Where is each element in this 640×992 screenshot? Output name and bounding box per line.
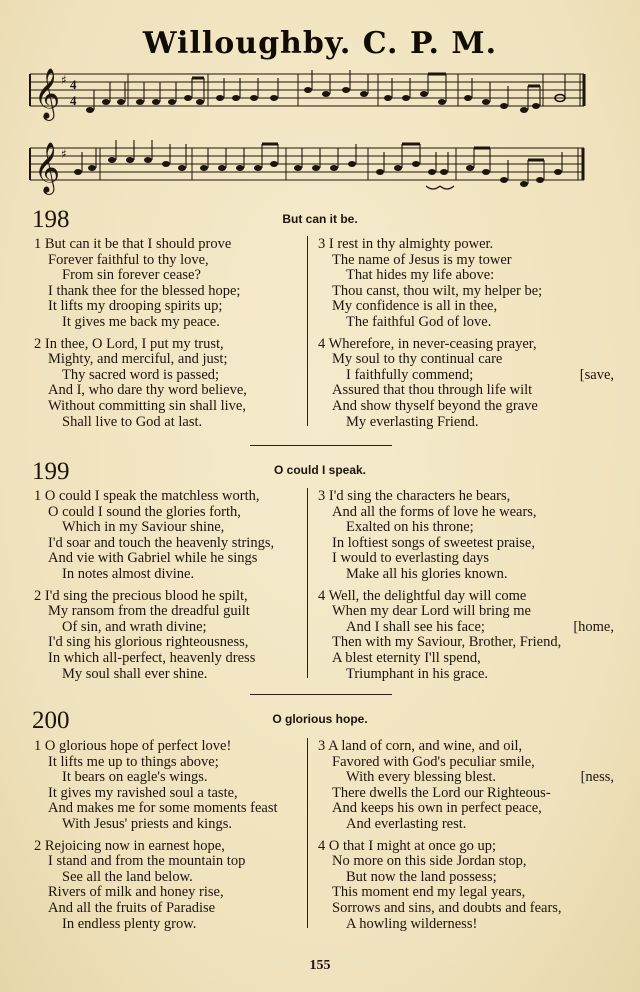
verse-line: Make all his glories known.: [346, 565, 508, 582]
hymn-separator: [250, 694, 392, 695]
verse-line: Assured that thou through life wilt: [332, 382, 533, 399]
stanza: [318, 589, 614, 683]
verse-line: There dwells the Lord our Righteous-: [332, 784, 551, 801]
verse-line: I would to everlasting days: [332, 550, 490, 567]
column-divider: [307, 236, 308, 426]
verse-line: Rivers of milk and honey rise,: [48, 884, 224, 901]
verse-line: I thank thee for the blessed hope;: [48, 282, 241, 299]
verse-line: With every blessing blest. [ness,: [346, 769, 614, 786]
verse-line: My ransom from the dreadful guilt: [48, 603, 250, 620]
verse-line: And makes me for some moments feast: [48, 800, 278, 817]
verse-line: No more on this side Jordan stop,: [332, 853, 527, 870]
hymn-right-column: [318, 489, 614, 688]
verse-line: 2 Rejoicing now in earnest hope,: [34, 837, 225, 854]
hymn-left-column: [34, 237, 247, 436]
hymn-heading: O could I speak.: [273, 463, 367, 477]
verse-line: From sin forever cease?: [62, 267, 201, 284]
music-staff-1: [28, 62, 588, 126]
page-number: 155: [309, 958, 331, 973]
stanza: [34, 589, 274, 683]
verse-line: And show thyself beyond the grave: [332, 397, 538, 414]
svg-text:𝄞: 𝄞: [34, 68, 61, 119]
verse-line: And keeps his own in perfect peace,: [332, 800, 542, 817]
verse-line: And I, who dare thy word believe,: [48, 382, 247, 399]
verse-line: When my dear Lord will bring me: [332, 603, 531, 620]
verse-line: 2 I'd sing the precious blood he spilt,: [34, 587, 248, 604]
verse-line: It bears on eagle's wings.: [62, 769, 208, 786]
verse-line: See all the land below.: [62, 868, 193, 885]
verse-line: The name of Jesus is my tower: [332, 251, 512, 268]
verse-line: Then with my Saviour, Brother, Friend,: [332, 634, 562, 651]
stanza: [318, 739, 614, 833]
verse-line: It lifts my drooping spirits up;: [48, 298, 223, 315]
verse-line: Triumphant in his grace.: [346, 665, 489, 682]
stanza: [34, 489, 274, 583]
verse-line: I'd soar and touch the heavenly strings,: [48, 534, 275, 551]
svg-text:♯: ♯: [61, 147, 67, 161]
verse-line: I stand and from the mountain top: [48, 853, 246, 870]
verse-line: Which in my Saviour shine,: [62, 519, 225, 536]
verse-line: In endless plenty grow.: [62, 915, 197, 932]
svg-text:4: 4: [70, 93, 77, 108]
verse-line: 3 A land of corn, and wine, and oil,: [318, 738, 523, 754]
hymn-separator: [250, 445, 392, 446]
verse-line: My everlasting Friend.: [346, 413, 479, 430]
verse-line: With Jesus' priests and kings.: [62, 815, 232, 832]
verse-line: Without committing sin shall live,: [48, 397, 246, 414]
music-staff-2: [28, 136, 588, 200]
stanza: [34, 337, 247, 431]
verse-line: It lifts me up to things above;: [48, 753, 219, 770]
hymn-number: 198: [32, 206, 70, 233]
verse-line: Forever faithful to thy love,: [48, 251, 209, 268]
hymn-heading: But can it be.: [282, 212, 358, 226]
verse-line: In which all-perfect, heavenly dress: [48, 649, 256, 666]
verse-line: Sorrows and sins, and doubts and fears,: [332, 899, 562, 916]
verse-line: Mighty, and merciful, and just;: [48, 351, 228, 368]
music-notation-2: [28, 136, 588, 200]
music-notation-1: [28, 62, 588, 126]
stanza: [34, 739, 278, 833]
verse-line: 2 In thee, O Lord, I put my trust,: [34, 335, 224, 352]
verse-line: The faithful God of love.: [346, 313, 492, 330]
stanza: [318, 237, 614, 331]
verse-line: A blest eternity I'll spend,: [332, 649, 481, 666]
verse-line: This moment end my legal years,: [332, 884, 526, 901]
hymn-right-column: [318, 739, 614, 938]
verse-line: In notes almost divine.: [62, 565, 195, 582]
verse-line: 1 O could I speak the matchless worth,: [34, 488, 260, 504]
column-divider: [307, 488, 308, 678]
verse-line: My soul shall ever shine.: [62, 665, 208, 682]
hymn-number: 199: [32, 458, 70, 485]
verse-line: Exalted on his throne;: [346, 519, 474, 536]
verse-line: Shall live to God at last.: [62, 413, 203, 430]
tune-title: Willoughby. C. P. M.: [142, 26, 498, 61]
verse-line: Thou canst, thou wilt, my helper be;: [332, 282, 543, 299]
verse-line: Favored with God's peculiar smile,: [332, 753, 535, 770]
verse-line: It gives me back my peace.: [62, 313, 220, 330]
verse-line: It gives my ravished soul a taste,: [48, 784, 238, 801]
verse-line: A howling wilderness!: [346, 915, 478, 932]
verse-line: In loftiest songs of sweetest praise,: [332, 534, 535, 551]
stanza: [318, 489, 614, 583]
verse-line: 4 Well, the delightful day will come: [318, 587, 527, 604]
hymn-left-column: [34, 739, 278, 938]
verse-line: 4 O that I might at once go up;: [318, 837, 496, 854]
verse-line: Of sin, and wrath divine;: [62, 618, 207, 635]
verse-line: My soul to thy continual care: [332, 351, 503, 368]
verse-line: Thy sacred word is passed;: [62, 366, 220, 383]
verse-line: I'd sing his glorious righteousness,: [48, 634, 249, 651]
verse-line: But now the land possess;: [346, 868, 497, 885]
verse-line: 1 But can it be that I should prove: [34, 236, 232, 252]
verse-line: 4 Wherefore, in never-ceasing prayer,: [318, 335, 537, 352]
stanza: [318, 337, 614, 431]
verse-line: And all the forms of love he wears,: [332, 503, 537, 520]
verse-line: 3 I rest in thy almighty power.: [318, 236, 494, 252]
verse-line: And I shall see his face; [home,: [346, 618, 614, 635]
stanza: [318, 839, 614, 933]
verse-line: And vie with Gabriel while he sings: [48, 550, 258, 567]
verse-line: I faithfully commend; [save,: [346, 366, 614, 383]
verse-line: And everlasting rest.: [346, 815, 467, 832]
verse-line: O could I sound the glories forth,: [48, 503, 241, 520]
verse-line: That hides my life above:: [346, 267, 495, 284]
verse-line: And all the fruits of Paradise: [48, 899, 216, 916]
hymn-left-column: [34, 489, 274, 688]
verse-line: 3 I'd sing the characters he bears,: [318, 488, 511, 504]
svg-text:𝄞: 𝄞: [34, 142, 61, 193]
hymn-number: 200: [32, 707, 70, 734]
svg-text:♯: ♯: [61, 73, 67, 87]
verse-line: My confidence is all in thee,: [332, 298, 498, 315]
stanza: [34, 237, 247, 331]
hymn-heading: O glorious hope.: [272, 712, 368, 726]
column-divider: [307, 738, 308, 928]
svg-text:4: 4: [70, 77, 77, 92]
hymn-right-column: [318, 237, 614, 436]
stanza: [34, 839, 278, 933]
verse-line: 1 O glorious hope of perfect love!: [34, 738, 232, 754]
